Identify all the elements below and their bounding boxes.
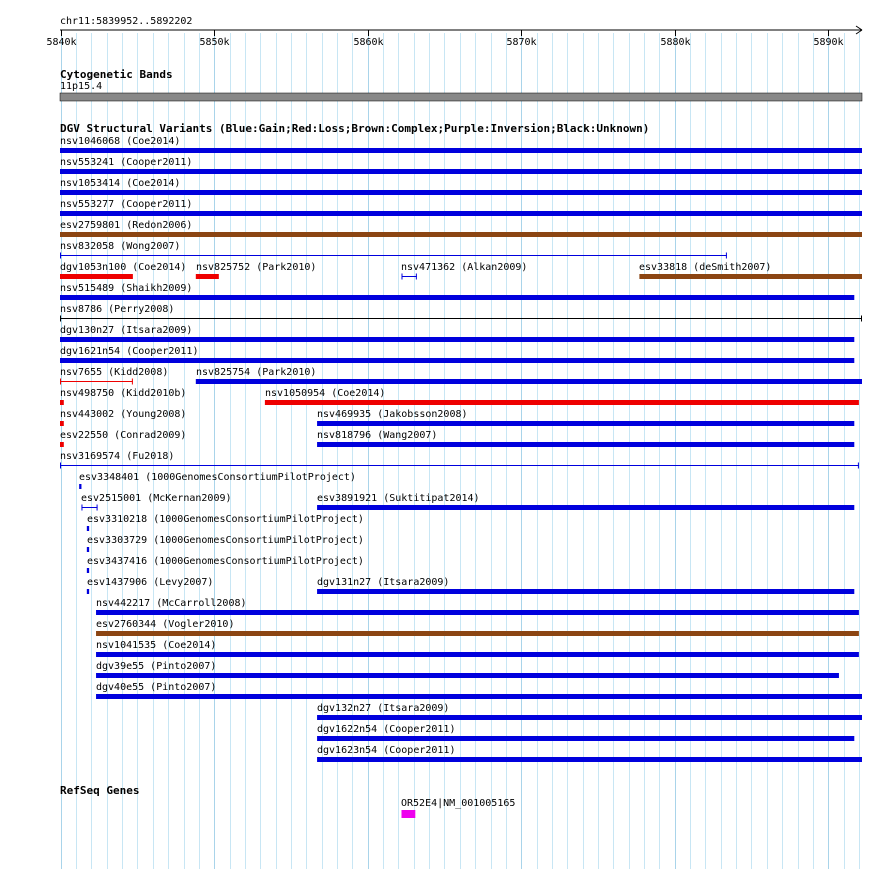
dgv-feature-bar[interactable] [60,274,133,279]
dgv-feature-label: esv3437416 (1000GenomesConsortiumPilotProject) [87,556,364,567]
dgv-feature-bar[interactable] [639,274,862,279]
dgv-feature[interactable] [60,451,859,469]
dgv-feature-bar[interactable] [96,673,839,678]
dgv-feature[interactable] [60,241,727,259]
dgv-feature-bar[interactable] [96,610,859,615]
dgv-feature-label: esv33818 (deSmith2007) [639,262,772,273]
dgv-feature-bar[interactable] [60,295,854,300]
dgv-feature-bar[interactable] [79,484,81,489]
dgv-feature-bar[interactable] [60,337,854,342]
refseq-track-title: RefSeq Genes [60,784,140,797]
dgv-feature[interactable] [317,409,854,426]
dgv-feature-label: nsv498750 (Kidd2010b) [60,388,187,399]
dgv-feature[interactable] [317,577,854,594]
dgv-feature[interactable] [81,493,232,511]
dgv-feature-bar[interactable] [60,232,862,237]
dgv-feature-bar[interactable] [196,379,862,384]
dgv-feature-label: esv1437906 (Levy2007) [87,577,214,588]
dgv-feature-bar[interactable] [317,715,862,720]
dgv-feature-label: esv3303729 (1000GenomesConsortiumPilotProject) [87,535,364,546]
dgv-feature[interactable] [265,388,859,405]
dgv-feature-label: nsv1053414 (Coe2014) [60,178,181,189]
dgv-feature-bar[interactable] [317,421,854,426]
dgv-feature[interactable] [96,598,859,615]
dgv-feature-label: dgv1623n54 (Cooper2011) [317,745,456,756]
ruler-tick-label: 5870k [506,37,537,48]
dgv-feature-label: esv3310218 (1000GenomesConsortiumPilotProject) [87,514,364,525]
dgv-feature[interactable] [196,262,317,279]
dgv-feature-label: nsv1050954 (Coe2014) [265,388,386,399]
dgv-feature[interactable] [96,682,862,699]
dgv-feature-label: nsv1046068 (Coe2014) [60,136,181,147]
ruler-tick-label: 5880k [660,37,691,48]
dgv-feature-bar[interactable] [196,274,219,279]
dgv-feature-bar[interactable] [317,757,862,762]
ruler-tick-label: 5850k [199,37,230,48]
refseq-gene[interactable] [401,798,515,818]
dgv-feature[interactable] [60,430,186,447]
region-label: chr11:5839952..5892202 [60,16,193,27]
refseq-gene-label: OR52E4|NM_001005165 [401,798,516,809]
dgv-feature-bar[interactable] [60,190,862,195]
dgv-feature-label: esv2760344 (Vogler2010) [96,619,235,630]
dgv-feature[interactable] [60,325,854,342]
cyto-track-title: Cytogenetic Bands [60,68,173,81]
dgv-feature-label: esv3348401 (1000GenomesConsortiumPilotProject) [79,472,356,483]
dgv-feature-label: nsv1041535 (Coe2014) [96,640,217,651]
dgv-feature-label: nsv471362 (Alkan2009) [401,262,528,273]
dgv-feature-label: nsv825752 (Park2010) [196,262,317,273]
dgv-feature-bar[interactable] [96,694,862,699]
dgv-feature-label: dgv1622n54 (Cooper2011) [317,724,456,735]
dgv-feature-label: dgv39e55 (Pinto2007) [96,661,217,672]
dgv-feature-bar[interactable] [87,568,89,573]
dgv-feature-label: nsv469935 (Jakobsson2008) [317,409,468,420]
dgv-feature-label: nsv8786 (Perry2008) [60,304,175,315]
dgv-feature[interactable] [196,367,862,384]
dgv-feature-bar[interactable] [87,589,89,594]
dgv-feature-bar[interactable] [60,148,862,153]
dgv-feature-label: dgv130n27 (Itsara2009) [60,325,193,336]
dgv-feature[interactable] [96,661,839,678]
dgv-feature-label: nsv553241 (Cooper2011) [60,157,193,168]
dgv-feature-bar[interactable] [87,526,89,531]
dgv-feature-bar[interactable] [60,400,64,405]
dgv-feature-label: nsv553277 (Cooper2011) [60,199,193,210]
dgv-feature-label: dgv132n27 (Itsara2009) [317,703,450,714]
ruler-tick-label: 5890k [813,37,844,48]
dgv-feature[interactable] [60,388,186,405]
cyto-band[interactable] [60,93,862,101]
dgv-feature[interactable] [79,472,356,489]
dgv-feature-bar[interactable] [317,442,854,447]
ruler-tick-label: 5860k [353,37,384,48]
dgv-feature-bar[interactable] [265,400,859,405]
dgv-feature[interactable] [96,619,859,636]
dgv-feature-label: nsv7655 (Kidd2008) [60,367,169,378]
dgv-feature[interactable] [317,703,862,720]
dgv-feature-label: nsv825754 (Park2010) [196,367,317,378]
dgv-feature[interactable] [87,577,214,594]
dgv-feature-label: esv2759801 (Redon2006) [60,220,193,231]
dgv-feature-label: nsv515489 (Shaikh2009) [60,283,193,294]
ruler-end-arrow [856,26,862,30]
dgv-feature-label: nsv818796 (Wang2007) [317,430,438,441]
dgv-feature-label: nsv3169574 (Fu2018) [60,451,175,462]
dgv-feature-bar[interactable] [60,421,64,426]
dgv-feature-label: nsv832058 (Wong2007) [60,241,181,252]
dgv-feature[interactable] [60,346,854,363]
dgv-feature-bar[interactable] [60,169,862,174]
dgv-feature[interactable] [60,409,186,426]
dgv-track-title: DGV Structural Variants (Blue:Gain;Red:Loss;Brown:Complex;Purple:Inversion;Black:Unknown) [60,122,650,135]
ruler-tick-label: 5840k [46,37,77,48]
dgv-feature-label: esv22550 (Conrad2009) [60,430,187,441]
dgv-feature[interactable] [317,430,854,447]
dgv-feature[interactable] [60,367,168,385]
dgv-feature-bar[interactable] [60,442,64,447]
dgv-feature[interactable] [96,640,859,657]
dgv-feature-bar[interactable] [317,589,854,594]
refseq-gene-bar[interactable] [401,810,415,818]
dgv-feature-label: esv3891921 (Suktitipat2014) [317,493,480,504]
dgv-feature-bar[interactable] [317,736,854,741]
dgv-feature[interactable] [401,262,527,280]
dgv-feature-bar[interactable] [96,631,859,636]
dgv-feature-bar[interactable] [317,505,854,510]
dgv-feature[interactable] [317,745,862,762]
dgv-feature-label: nsv443002 (Young2008) [60,409,187,420]
refseq-track [60,784,515,818]
dgv-feature-bar[interactable] [87,547,89,552]
cyto-band-label: 11p15.4 [60,81,103,92]
dgv-feature-label: dgv40e55 (Pinto2007) [96,682,217,693]
dgv-feature[interactable] [317,493,854,510]
dgv-feature-label: esv2515001 (McKernan2009) [81,493,232,504]
dgv-feature-bar[interactable] [60,358,854,363]
dgv-feature[interactable] [317,724,854,741]
dgv-feature-bar[interactable] [96,652,859,657]
dgv-feature-bar[interactable] [60,211,862,216]
dgv-feature-label: dgv1053n100 (Coe2014) [60,262,187,273]
dgv-feature-label: nsv442217 (McCarroll2008) [96,598,247,609]
dgv-feature-label: dgv131n27 (Itsara2009) [317,577,450,588]
dgv-feature[interactable] [60,262,186,279]
dgv-feature[interactable] [60,283,854,300]
dgv-feature-label: dgv1621n54 (Cooper2011) [60,346,199,357]
